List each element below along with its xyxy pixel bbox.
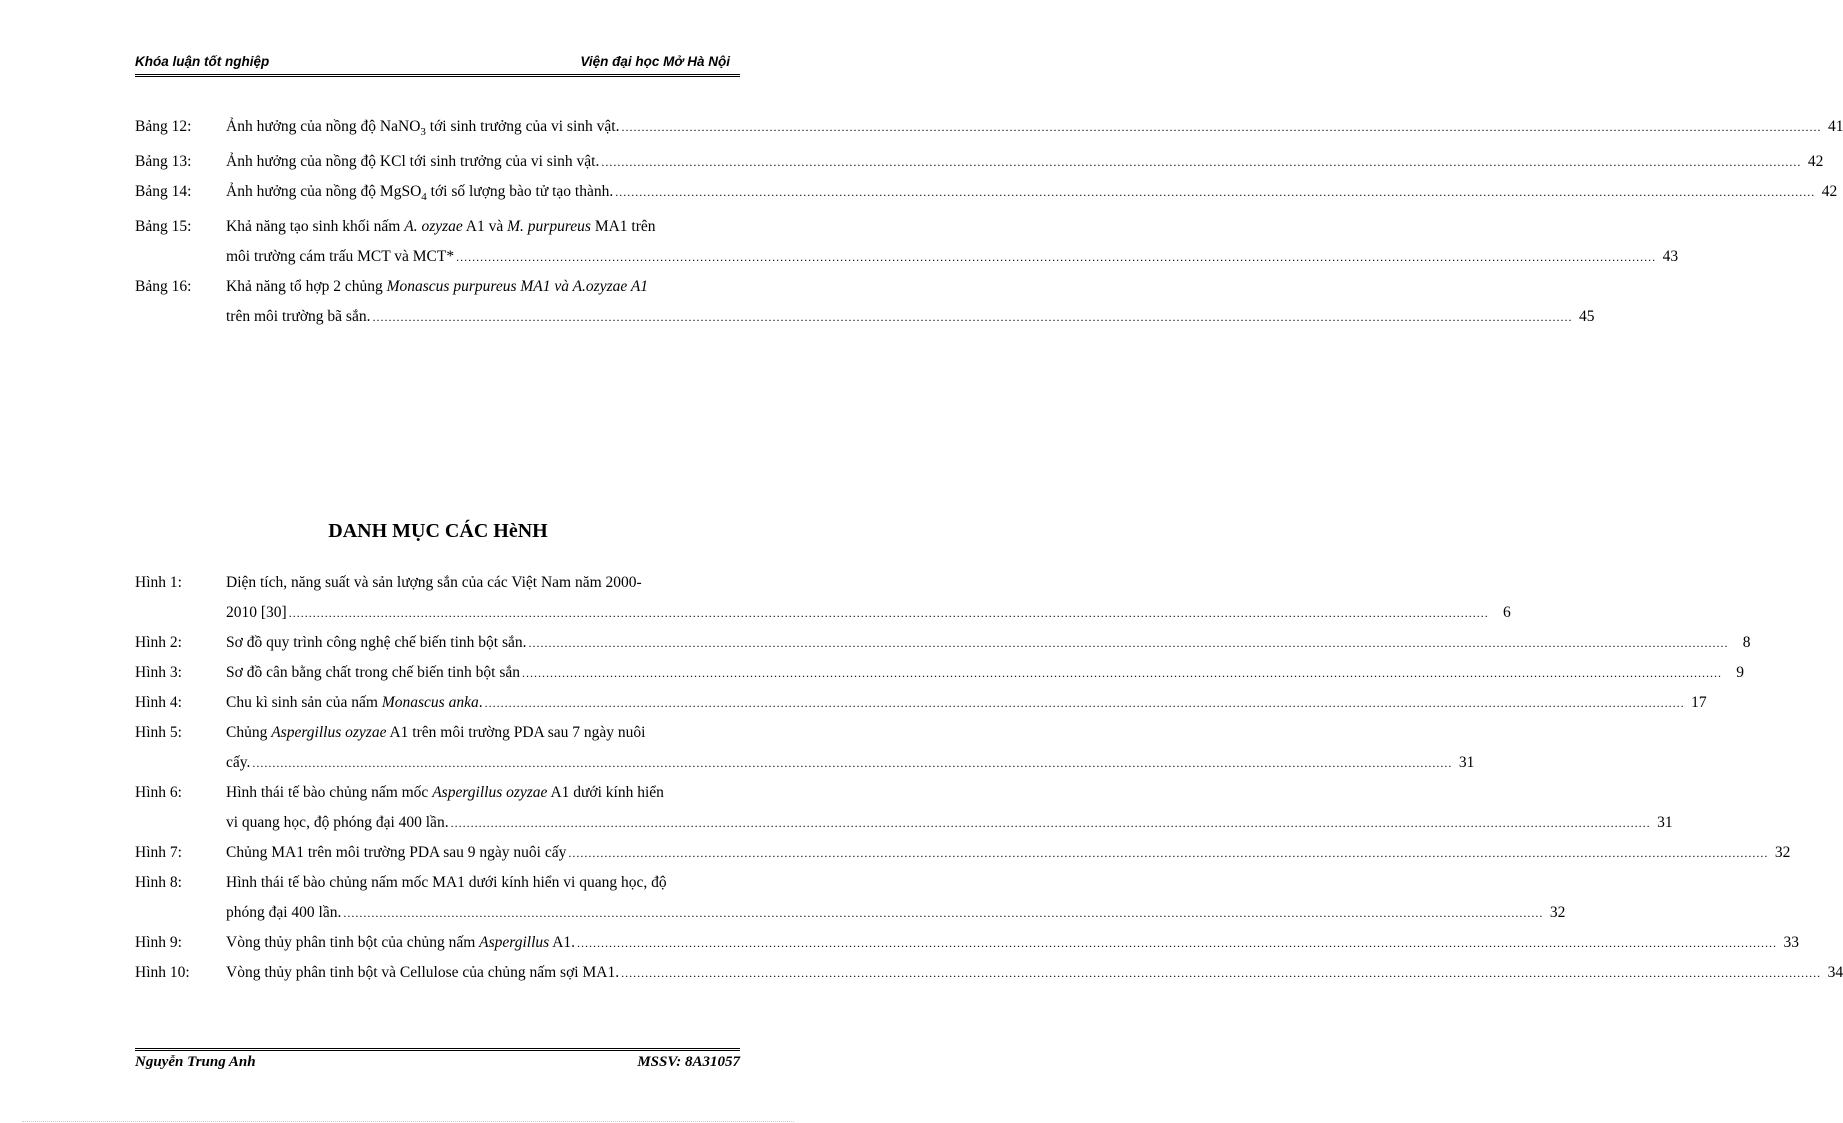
figure-label: Hình 1:	[135, 574, 182, 591]
caption-fragment: Khả năng tạo sinh khối nấm	[226, 218, 405, 236]
table-list	[135, 112, 1843, 332]
figure-caption	[226, 568, 1511, 628]
dot-leader: ............................................................................................................................................................................................................................................................................................................	[577, 936, 1778, 950]
figure-caption	[226, 718, 1475, 778]
caption-fragment: môi trường cám trấu MCT và MCT*	[226, 248, 455, 266]
figure-caption-line	[226, 808, 1673, 838]
dot-leader: ............................................................................................................................................................................................................................................................................................................	[615, 185, 1816, 200]
figure-caption-line	[226, 958, 1843, 988]
table-caption-line	[226, 177, 1838, 212]
figure-caption-line	[226, 688, 1707, 718]
dot-leader: ............................................................................................................................................................................................................................................................................................................	[568, 846, 1769, 860]
figure-caption-text	[226, 568, 642, 598]
table-caption-text	[226, 112, 619, 147]
table-caption-text	[226, 177, 613, 212]
dot-leader: ............................................................................................................................................................................................................................................................................................................	[621, 120, 1822, 134]
figure-page-number: 6	[1502, 604, 1511, 621]
page-header	[135, 52, 740, 77]
caption-fragment: tới sinh trưởng của vi sinh vật.	[425, 118, 620, 135]
dot-leader: ............................................................................................................................................................................................................................................................................................................	[372, 310, 1573, 325]
figure-label: Hình 5:	[135, 724, 182, 741]
figure-caption-text	[226, 868, 667, 898]
caption-fragment: Chủng	[226, 724, 272, 741]
caption-fragment: vi quang học, độ phóng đại 400 lần.	[226, 814, 449, 831]
figure-caption-line	[226, 628, 1751, 658]
table-page-number: 41	[1827, 118, 1843, 135]
table-caption-line	[226, 112, 1843, 147]
dot-leader: ............................................................................................................................................................................................................................................................................................................	[343, 906, 1544, 920]
figure-caption-line	[226, 598, 1511, 628]
table-entry[interactable]	[135, 272, 1595, 332]
caption-fragment: A1 và	[462, 218, 508, 236]
dot-leader: ............................................................................................................................................................................................................................................................................................................	[252, 756, 1453, 770]
figure-caption-line	[226, 658, 1745, 688]
figure-caption-text	[226, 718, 645, 748]
figure-caption	[226, 778, 1673, 838]
figure-entry[interactable]	[135, 568, 1511, 628]
italic-term: Aspergillus ozyzae	[432, 784, 548, 801]
figure-caption-line	[226, 898, 1566, 928]
table-entry[interactable]	[135, 212, 1679, 272]
header-right-title: Viện đại học Mở Hà Nội	[580, 54, 730, 69]
figure-caption-line	[226, 868, 740, 898]
figure-caption	[226, 688, 1707, 718]
table-page-number: 45	[1578, 308, 1595, 326]
figure-entry[interactable]	[135, 958, 1843, 988]
figure-caption-text	[226, 688, 483, 718]
figure-caption-line	[226, 928, 1800, 958]
section-title-figures: DANH MỤC CÁC HèNH	[328, 520, 548, 542]
figure-label: Hình 9:	[135, 934, 182, 951]
footer-author: Nguyễn Trung Anh	[135, 1054, 256, 1070]
table-caption	[226, 112, 1843, 147]
italic-term: M. purpureus	[507, 218, 591, 236]
figure-page-number: 8	[1742, 634, 1751, 651]
caption-fragment: Hình thái tế bào chủng nấm mốc	[226, 784, 433, 801]
figure-caption	[226, 658, 1745, 688]
caption-fragment: A1 trên môi trường PDA sau 7 ngày nuôi	[386, 724, 646, 741]
caption-fragment: Chu kì sinh sản của nấm	[226, 694, 382, 711]
dot-leader: ............................................................................................................................................................................................................................................................................................................	[522, 666, 1723, 680]
table-caption-line	[226, 272, 740, 302]
table-caption	[226, 147, 1824, 177]
figure-entry[interactable]	[135, 688, 1707, 718]
italic-term: Aspergillus ozyzae	[271, 724, 387, 741]
table-label: Bảng 14:	[135, 183, 192, 201]
figure-caption-text	[226, 838, 566, 868]
italic-term: Monascus anka	[381, 694, 479, 711]
caption-fragment: Ảnh hưởng của nồng độ KCl tới sinh trưởng của vi sinh vật.	[226, 153, 600, 171]
figure-entry[interactable]	[135, 838, 1791, 868]
caption-fragment: Diện tích, năng suất và sản lượng sắn của các Việt Nam năm 2000-	[226, 574, 642, 591]
figure-label: Hình 4:	[135, 694, 182, 711]
figure-page-number: 33	[1783, 934, 1800, 951]
dot-leader: ............................................................................................................................................................................................................................................................................................................	[528, 636, 1729, 650]
figure-caption	[226, 868, 1566, 928]
figure-caption-line	[226, 748, 1475, 778]
italic-term: Aspergillus	[479, 934, 550, 951]
figure-label: Hình 8:	[135, 874, 182, 891]
figure-caption-text	[226, 778, 664, 808]
figure-caption	[226, 838, 1791, 868]
dot-leader: ............................................................................................................................................................................................................................................................................................................	[450, 816, 1651, 830]
figure-page-number: 32	[1549, 904, 1566, 921]
page-edge-divider	[22, 1121, 794, 1122]
figure-caption-text	[226, 958, 619, 988]
table-caption	[226, 177, 1838, 212]
figure-label: Hình 10:	[135, 964, 190, 981]
table-label: Bảng 12:	[135, 118, 192, 135]
caption-fragment: Sơ đồ cân bằng chất trong chế biến tinh bột sắn	[226, 664, 521, 681]
figure-caption-line	[226, 838, 1791, 868]
table-label: Bảng 13:	[135, 153, 192, 171]
figure-label: Hình 7:	[135, 844, 182, 861]
figure-list	[135, 568, 1843, 988]
table-caption-line	[226, 302, 1595, 332]
dot-leader: ............................................................................................................................................................................................................................................................................................................	[484, 696, 1685, 710]
figure-caption-text	[226, 658, 520, 688]
caption-fragment: tới số lượng bào tử tạo thành.	[426, 183, 614, 201]
figure-label: Hình 6:	[135, 784, 182, 801]
figure-page-number: 9	[1736, 664, 1745, 681]
table-label: Bảng 15:	[135, 218, 192, 236]
caption-fragment: 2010 [30]	[226, 604, 287, 621]
figure-caption-text	[226, 628, 527, 658]
italic-term: Monascus purpureus MA1 và A.ozyzae A1	[386, 278, 649, 296]
table-caption-line	[226, 212, 740, 242]
figure-entry[interactable]	[135, 718, 1475, 778]
figure-caption-text	[226, 928, 575, 958]
dot-leader: ............................................................................................................................................................................................................................................................................................................	[288, 606, 1489, 620]
dot-leader: ............................................................................................................................................................................................................................................................................................................	[621, 966, 1822, 980]
subscript: 4	[421, 191, 427, 204]
table-caption-text	[226, 272, 648, 302]
italic-term: A. ozyzae	[404, 218, 463, 236]
figure-caption-line	[226, 568, 740, 598]
figure-page-number: 31	[1458, 754, 1475, 771]
figure-page-number: 31	[1657, 814, 1673, 831]
table-page-number: 42	[1807, 153, 1824, 171]
figure-label: Hình 3:	[135, 664, 182, 681]
figure-entry[interactable]	[135, 628, 1751, 658]
caption-fragment: .	[478, 694, 483, 711]
caption-fragment: cấy.	[226, 754, 251, 771]
dot-leader: ............................................................................................................................................................................................................................................................................................................	[456, 250, 1657, 265]
figure-caption-line	[226, 718, 740, 748]
table-entry[interactable]	[135, 112, 1843, 147]
footer-student-id: MSSV: 8A31057	[637, 1054, 740, 1070]
header-left-title: Khóa luận tốt nghiệp	[135, 54, 270, 69]
table-caption	[226, 212, 1679, 272]
figure-caption	[226, 928, 1800, 958]
table-page-number: 43	[1662, 248, 1679, 266]
figure-page-number: 32	[1774, 844, 1791, 861]
figure-caption	[226, 628, 1751, 658]
caption-fragment: Ảnh hưởng của nồng độ NaNO	[226, 118, 421, 135]
caption-fragment: Ảnh hưởng của nồng độ MgSO	[226, 183, 422, 201]
page-footer	[135, 1048, 740, 1075]
figure-entry[interactable]	[135, 868, 1566, 928]
caption-fragment: trên môi trường bã sắn.	[226, 308, 371, 326]
caption-fragment: MA1 trên	[590, 218, 656, 236]
figure-entry[interactable]	[135, 658, 1745, 688]
caption-fragment: A1 dưới kính hiển	[547, 784, 664, 801]
caption-fragment: A1.	[549, 934, 576, 951]
caption-fragment: Chủng MA1 trên môi trường PDA sau 9 ngày nuôi cấy	[226, 844, 567, 861]
table-caption-line	[226, 147, 1824, 177]
table-entry[interactable]	[135, 147, 1824, 177]
figure-entry[interactable]	[135, 778, 1673, 838]
caption-fragment: Hình thái tế bào chủng nấm mốc MA1 dưới kính hiển vi quang học, độ	[226, 874, 667, 891]
dot-leader: ............................................................................................................................................................................................................................................................................................................	[601, 155, 1802, 170]
figure-page-number: 17	[1691, 694, 1707, 711]
table-page-number: 42	[1821, 183, 1838, 201]
figure-label: Hình 2:	[135, 634, 182, 651]
figure-caption-line	[226, 778, 740, 808]
table-caption	[226, 272, 1595, 332]
table-caption-text	[226, 147, 599, 177]
caption-fragment: Sơ đồ quy trình công nghệ chế biến tinh bột sắn.	[226, 634, 527, 651]
table-label: Bảng 16:	[135, 278, 192, 296]
table-caption-text	[226, 212, 656, 242]
caption-fragment: Vòng thủy phân tinh bột và Cellulose của chủng nấm sợi MA1.	[226, 964, 620, 981]
figure-caption	[226, 958, 1843, 988]
figure-entry[interactable]	[135, 928, 1800, 958]
caption-fragment: phóng đại 400 lần.	[226, 904, 342, 921]
figure-page-number: 34	[1827, 964, 1843, 981]
caption-fragment: Vòng thủy phân tinh bột của chủng nấm	[226, 934, 480, 951]
table-entry[interactable]	[135, 177, 1838, 212]
subscript: 3	[420, 126, 426, 139]
table-caption-line	[226, 242, 1679, 272]
caption-fragment: Khả năng tổ hợp 2 chủng	[226, 278, 387, 296]
